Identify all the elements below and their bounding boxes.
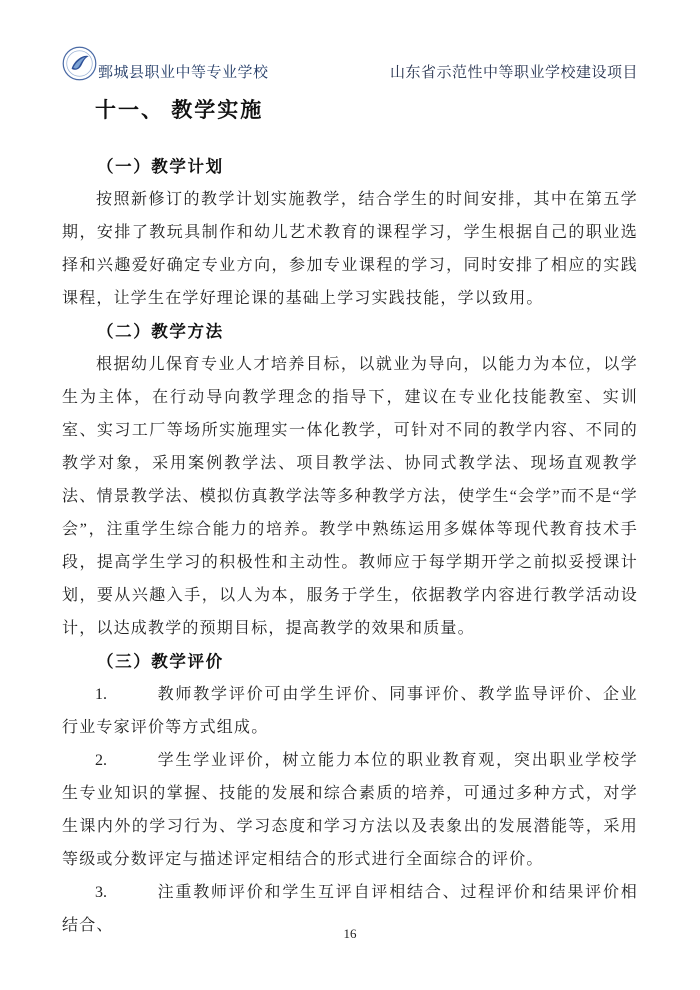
document-body <box>62 150 638 942</box>
school-logo-icon <box>62 46 97 81</box>
page-title: 十一、 教学实施 <box>95 98 264 122</box>
page-footer <box>0 926 700 942</box>
item-number: 3. <box>95 884 107 901</box>
school-name: 鄄城县职业中等专业学校 <box>98 65 269 81</box>
section-heading-teaching-evaluation: （三）教学评价 <box>97 652 224 671</box>
project-name: 山东省示范性中等职业学校建设项目 <box>389 65 638 81</box>
section-heading-teaching-methods: （二）教学方法 <box>97 322 224 341</box>
paragraph-teaching-plan: 按照新修订的教学计划实施教学，结合学生的时间安排，其中在第五学期，安排了教玩具制作和幼儿艺术教育的课程学习，学生根据自己的职业选择和兴趣爱好确定专业方向，参加专业课程的学习，同时安排了相应的实践课程，让学生在学好理论课的基础上学习实践技能，学以致用。 <box>62 191 638 307</box>
section-heading-teaching-plan: （一）教学计划 <box>97 157 224 176</box>
page-header <box>62 46 638 86</box>
item-number: 2. <box>95 752 107 769</box>
list-item-teacher-evaluation <box>62 678 638 744</box>
paragraph-teaching-methods: 根据幼儿保育专业人才培养目标，以就业为导向，以能力为本位，以学生为主体，在行动导向教学理念的指导下，建议在专业化技能教室、实训室、实习工厂等场所实施理实一体化教学，可针对不同的教学内容、不同的教学对象，采用案例教学法、项目教学法、协同式教学法、现场直观教学法、情景教学法、模拟仿真教学法等多种教学方法，使学生“会学”而不是“学会”，注重学生综合能力的培养。教学中熟练运用多媒体等现代教育技术手段，提高学生学习的积极性和主动性。教师应于每学期开学之前拟妥授课计划，要从兴趣入手，以人为本，服务于学生，依据教学内容进行教学活动设计，以达成教学的预期目标，提高教学的效果和质量。 <box>62 356 638 637</box>
list-item-student-evaluation <box>62 744 638 876</box>
item-text: 教师教学评价可由学生评价、同事评价、教学监导评价、企业行业专家评价等方式组成。 <box>62 686 638 736</box>
page-number: 16 <box>343 926 357 941</box>
item-text: 注重教师评价和学生互评自评相结合、过程评价和结果评价相结合、 <box>62 884 638 934</box>
item-number: 1. <box>95 686 107 703</box>
item-text: 学生学业评价，树立能力本位的职业教育观，突出职业学校学生专业知识的掌握、技能的发展和综合素质的培养，可通过多种方式，对学生课内外的学习行为、学习态度和学习方法以及表象出的发展潜能等，采用等级或分数评定与描述评定相结合的形式进行全面综合的评价。 <box>62 752 638 868</box>
